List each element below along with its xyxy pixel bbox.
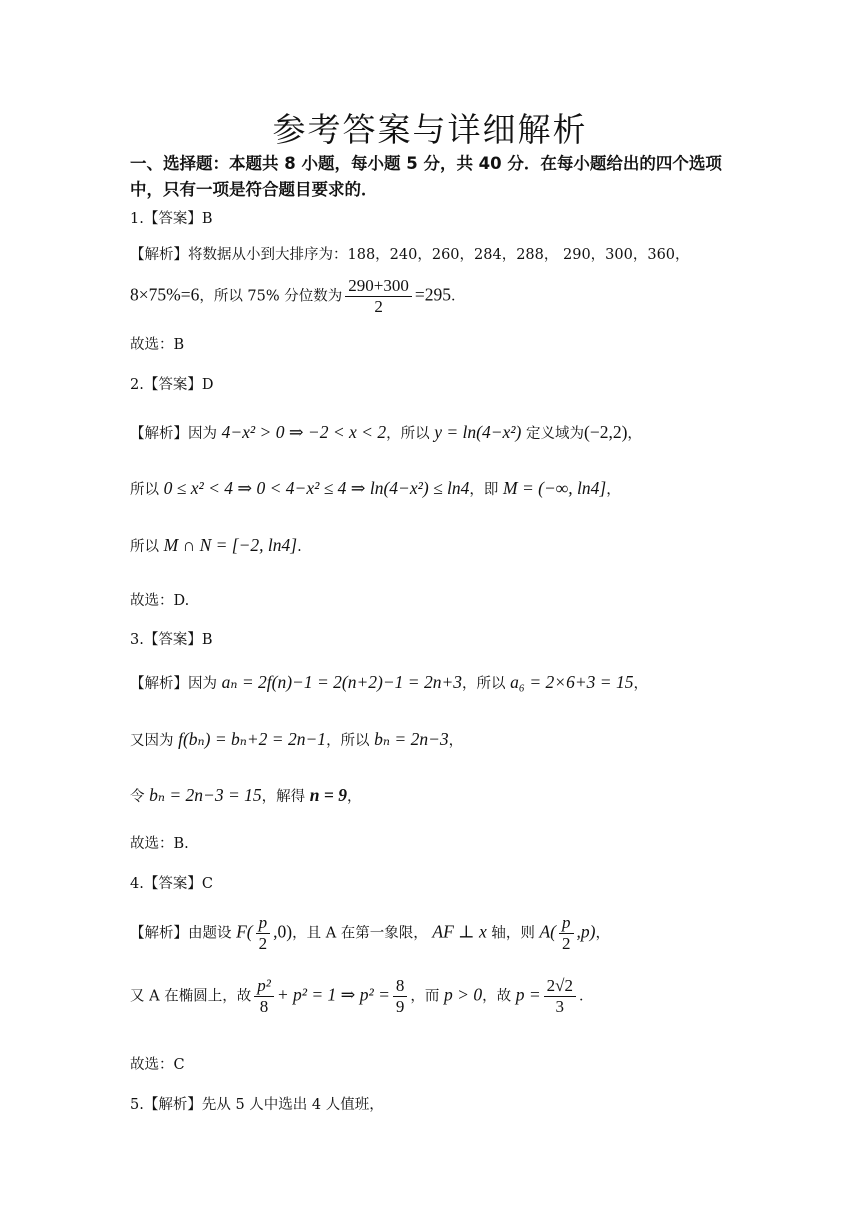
- q1-answer: 1.【答案】B: [130, 211, 213, 227]
- q2-line1-func: y = ln(4−x²): [434, 422, 522, 442]
- q2-line2-pre: 所以: [130, 482, 159, 498]
- q1-conclusion: 故选：B: [130, 337, 185, 353]
- q4-line2-c: p > 0: [444, 984, 483, 1005]
- q4-focus-frac: [256, 913, 271, 954]
- q4-focus-frac-den: 2: [258, 934, 268, 953]
- q1-calc-line: [130, 276, 466, 317]
- q3-line2-mid: ，所以: [326, 733, 370, 749]
- q3-line3-expr: bₙ = 2n−3 = 15: [149, 785, 262, 805]
- q2-line3-pre: 所以: [130, 539, 159, 555]
- q3-line1-expr2: a₆ = 2×6+3 = 15: [510, 672, 634, 692]
- q3-line1: [130, 672, 648, 693]
- q2-line1-end: ，: [627, 426, 642, 442]
- q4-line1-c: AF ⊥ x: [432, 921, 487, 942]
- q4-frac-p2: p²: [254, 976, 274, 997]
- section-heading: 一、选择题：本题共 8 小题，每小题 5 分，共 40 分．在每小题给出的四个选项中，只有一项是符合题目要求的．: [130, 154, 722, 199]
- q4-line1-a: 由题设: [188, 925, 232, 942]
- q4-point-frac: [559, 913, 574, 954]
- q2-line2: [130, 478, 621, 499]
- q4-final-frac-num: 2√2: [544, 976, 576, 997]
- q3-line2-expr: f(bₙ) = bₙ+2 = 2n−1: [178, 729, 327, 749]
- q1-calc-mid: ，所以 75% 分位数为: [199, 288, 343, 305]
- q3-line2-end: ，: [448, 733, 464, 749]
- q4-line2-d: ，故: [482, 988, 512, 1005]
- q2-line2-end: ，: [606, 482, 621, 498]
- q4-line2-a: 又 A 在椭圆上，故: [130, 988, 252, 1005]
- q3-line2-pre: 又因为: [130, 733, 174, 749]
- q1-calc-end: ．: [451, 288, 466, 305]
- q4-line2: [130, 976, 593, 1017]
- q1-analysis-intro: 【解析】将数据从小到大排序为：188，240，260，284，288， 290，300，360，: [130, 247, 690, 263]
- q2-line3: [130, 535, 302, 556]
- q4-line1-d: 轴，则: [491, 925, 535, 942]
- q3-line3-end: ，: [346, 789, 362, 805]
- q4-point-a: A(: [539, 921, 557, 942]
- q4-line2-b: ，而: [410, 988, 440, 1005]
- q2-line3-expr: M ∩ N = [−2, ln4]: [163, 535, 298, 555]
- q4-eq-mid: + p² = 1 ⇒ p² =: [276, 984, 390, 1005]
- q2-line2-mid: ，即: [469, 482, 499, 498]
- q1-frac-den: 2: [374, 297, 383, 316]
- q4-final-frac-den: 3: [555, 997, 565, 1016]
- q2-line1-post: 定义域为: [526, 426, 584, 442]
- q4-focus-frac-num: p: [256, 913, 271, 934]
- q3-line1-end: ，: [633, 676, 648, 692]
- q4-line2-end: ．: [578, 988, 594, 1005]
- q4-frac-8-9: [393, 976, 408, 1017]
- q4-point-end: ,p): [576, 921, 596, 942]
- q2-line1: [130, 422, 642, 443]
- q3-line3-pre: 令: [130, 789, 145, 805]
- q3-conclusion: 故选：B.: [130, 836, 189, 852]
- q4-frac-8: 8: [259, 997, 269, 1016]
- q2-line1-pre: 因为: [188, 426, 217, 442]
- q4-final-frac: [544, 976, 576, 1017]
- q1-frac-num: 290+300: [345, 276, 412, 297]
- q2-line1-domain: (−2,2): [584, 422, 628, 442]
- q4-frac-8-num: 8: [393, 976, 408, 997]
- q4-frac-9: 9: [395, 997, 405, 1016]
- q3-label: 【解析】: [130, 676, 188, 692]
- q3-line3-mid: ，解得: [261, 789, 306, 805]
- q3-line2: [130, 729, 463, 750]
- q1-fraction: [345, 276, 412, 317]
- q2-label: 【解析】: [130, 426, 188, 442]
- q2-line3-end: .: [297, 539, 302, 555]
- q2-answer: 2.【答案】D: [130, 377, 214, 393]
- q3-line1-mid: ，所以: [462, 676, 506, 692]
- q2-line2-expr: 0 ≤ x² < 4 ⇒ 0 < 4−x² ≤ 4 ⇒ ln(4−x²) ≤ ln4: [163, 478, 470, 498]
- page-title: 参考答案与详细解析: [272, 110, 588, 149]
- q4-point-frac-den: 2: [562, 934, 571, 953]
- q4-focus-f: F(: [236, 921, 253, 942]
- q3-line3: [130, 785, 361, 806]
- q4-answer: 4.【答案】C: [130, 876, 213, 892]
- q1-calc-result: =295: [414, 284, 451, 305]
- q4-point-frac-num: p: [559, 913, 574, 934]
- q2-conclusion: 故选：D.: [130, 593, 190, 609]
- q4-frac-p2-8: [254, 976, 274, 1017]
- q4-p-eq: p =: [515, 984, 541, 1005]
- q4-line1: [130, 913, 610, 954]
- q3-line2-expr2: bₙ = 2n−3: [374, 729, 449, 749]
- q4-line1-end: ，: [595, 925, 610, 942]
- q4-focus-end: ,0): [273, 921, 293, 942]
- q3-line1-expr: aₙ = 2f(n)−1 = 2(n+2)−1 = 2n+3: [221, 672, 463, 692]
- q4-line1-b: ，且 A 在第一象限，: [292, 925, 428, 942]
- q2-line1-expr: 4−x² > 0 ⇒ −2 < x < 2: [221, 422, 387, 442]
- q5-line: 5.【解析】先从 5 人中选出 4 人值班，: [130, 1097, 384, 1113]
- q4-conclusion: 故选：C: [130, 1057, 185, 1073]
- q1-calc-expr: 8×75%=6: [130, 284, 200, 305]
- q3-line1-pre: 因为: [188, 676, 217, 692]
- q3-answer: 3.【答案】B: [130, 632, 213, 648]
- q4-label: 【解析】: [130, 925, 188, 942]
- q2-line2-set: M = (−∞, ln4]: [503, 478, 607, 498]
- q3-line3-result: n = 9: [309, 785, 347, 805]
- q2-line1-mid: ，所以: [386, 426, 430, 442]
